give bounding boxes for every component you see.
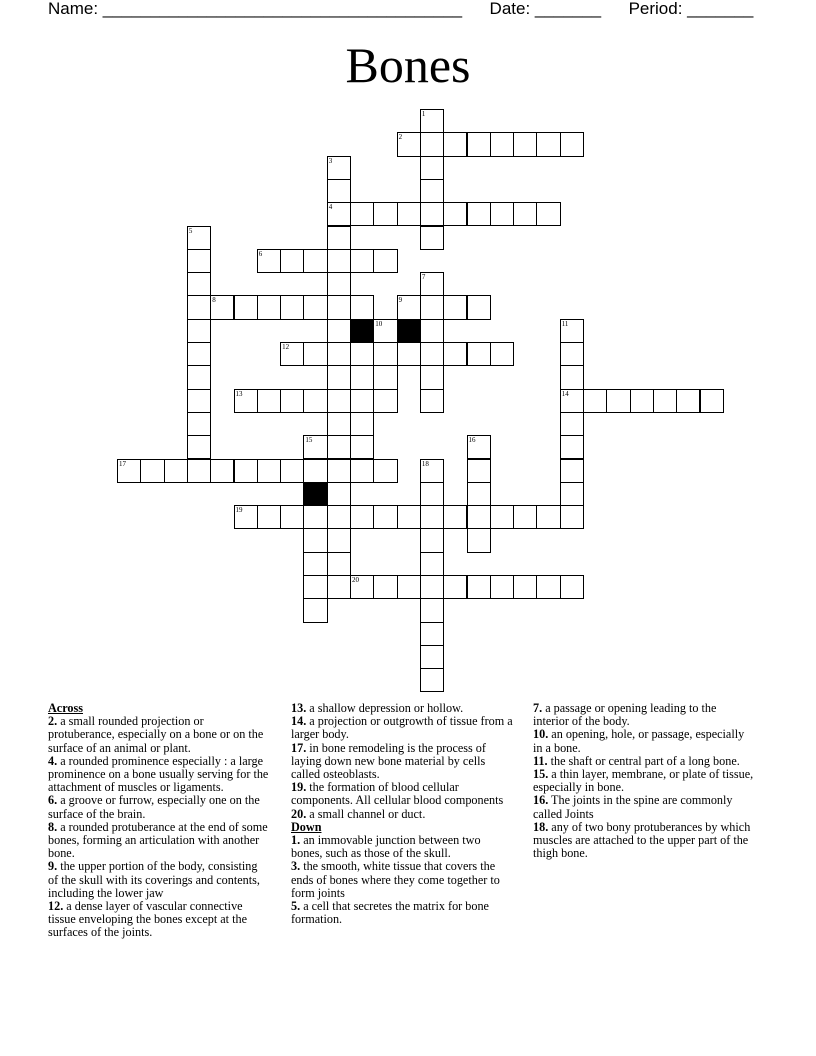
down-clue: [291, 834, 513, 860]
crossword-cell[interactable]: [420, 575, 444, 599]
crossword-cell[interactable]: [397, 342, 421, 366]
crossword-cell[interactable]: [350, 342, 374, 366]
clue-number-6: 6: [258, 249, 263, 258]
crossword-cell[interactable]: [420, 295, 444, 319]
crossword-cell[interactable]: [490, 575, 514, 599]
clue-list-col3: [533, 702, 755, 860]
crossword-cell[interactable]: [327, 295, 351, 319]
across-clue: [291, 808, 513, 821]
crossword-cell[interactable]: [513, 505, 537, 529]
crossword-cell[interactable]: [373, 389, 397, 413]
down-clue: [533, 702, 755, 728]
crossword-cell[interactable]: [676, 389, 700, 413]
crossword-cell[interactable]: [443, 202, 467, 226]
crossword-cell[interactable]: [560, 365, 584, 389]
crossword-cell[interactable]: [327, 319, 351, 343]
crossword-cell[interactable]: [350, 249, 374, 273]
crossword-cell[interactable]: [420, 202, 444, 226]
clue-text: a shallow depression or hollow.: [306, 701, 464, 715]
across-heading: Across: [48, 701, 83, 715]
crossword-cell[interactable]: [327, 249, 351, 273]
clue-text: a rounded protuberance at the end of some bones, forming an articulation with another bone.: [48, 819, 268, 861]
crossword-cell[interactable]: [327, 272, 351, 296]
clue-list-col2-down: [291, 834, 513, 926]
crossword-cell[interactable]: [653, 389, 677, 413]
crossword-cell[interactable]: [560, 435, 584, 459]
clue-text: the smooth, white tissue that covers the ends of bones where they come together to form joints: [291, 859, 500, 900]
crossword-cell[interactable]: [397, 575, 421, 599]
clue-text: The joints in the spine are commonly called Joints: [533, 793, 733, 821]
crossword-cell[interactable]: [420, 342, 444, 366]
crossword-cell[interactable]: [187, 295, 211, 319]
crossword-cell[interactable]: [350, 435, 374, 459]
crossword-cell[interactable]: [257, 389, 281, 413]
crossword-cell[interactable]: [280, 459, 304, 483]
crossword-cell[interactable]: [373, 575, 397, 599]
crossword-cell[interactable]: [373, 342, 397, 366]
crossword-cell[interactable]: [583, 389, 607, 413]
down-clue: [533, 821, 755, 861]
crossword-cell[interactable]: [373, 365, 397, 389]
crossword-cell[interactable]: [443, 132, 467, 156]
crossword-cell[interactable]: [327, 505, 351, 529]
crossword-cell[interactable]: [443, 575, 467, 599]
clue-number-5: 5: [188, 226, 193, 235]
crossword-cell[interactable]: [187, 412, 211, 436]
across-clue: [291, 781, 513, 807]
crossword-cell[interactable]: [373, 249, 397, 273]
crossword-cell[interactable]: [327, 435, 351, 459]
crossword-cell[interactable]: [303, 249, 327, 273]
crossword-cell[interactable]: [513, 132, 537, 156]
crossword-cell[interactable]: [210, 459, 234, 483]
crossword-cell[interactable]: [187, 435, 211, 459]
crossword-cell[interactable]: [467, 342, 491, 366]
crossword-cell[interactable]: [327, 389, 351, 413]
crossword-cell[interactable]: [536, 132, 560, 156]
crossword-cell[interactable]: [234, 459, 258, 483]
clue-num: 4.: [48, 753, 58, 768]
crossword-cell[interactable]: [327, 412, 351, 436]
clue-num: 6.: [48, 793, 58, 808]
crossword-cell[interactable]: [513, 202, 537, 226]
crossword-cell[interactable]: [420, 552, 444, 576]
crossword-cell[interactable]: [467, 482, 491, 506]
crossword-cell[interactable]: [327, 226, 351, 250]
across-clue: [48, 715, 270, 755]
crossword-cell[interactable]: [700, 389, 724, 413]
clue-num: 14.: [291, 714, 307, 729]
header-fields: [48, 0, 753, 18]
crossword-cell[interactable]: [420, 156, 444, 180]
clue-num: 10.: [533, 727, 549, 742]
crossword-cell[interactable]: [164, 459, 188, 483]
crossword-cell[interactable]: [350, 295, 374, 319]
clue-text: any of two bony protuberances by which muscles are attached to the upper part of the thigh bone.: [533, 819, 751, 861]
across-clue: [48, 900, 270, 940]
crossword-cell[interactable]: [187, 459, 211, 483]
date-field[interactable]: Date: _______: [489, 0, 602, 18]
crossword-cell[interactable]: [490, 342, 514, 366]
clue-text: a thin layer, membrane, or plate of tissue, especially in bone.: [533, 767, 754, 795]
clue-number-1: 1: [421, 110, 426, 118]
crossword-cell[interactable]: [327, 552, 351, 576]
clue-num: 11.: [533, 753, 548, 768]
crossword-cell[interactable]: [350, 505, 374, 529]
across-clue: [291, 742, 513, 782]
clue-number-9: 9: [398, 296, 403, 305]
clue-number-16: 16: [468, 436, 476, 445]
crossword-cell[interactable]: [397, 505, 421, 529]
clue-text: the formation of blood cellular components. All cellular blood components: [291, 780, 504, 808]
down-heading: Down: [291, 819, 322, 834]
clue-num: 8.: [48, 819, 58, 834]
crossword-cell[interactable]: [257, 505, 281, 529]
down-clue: [291, 860, 513, 900]
clue-num: 5.: [291, 899, 301, 914]
crossword-block: [350, 319, 374, 343]
crossword-cell[interactable]: [560, 342, 584, 366]
crossword-cell[interactable]: [420, 179, 444, 203]
crossword-cell[interactable]: [420, 389, 444, 413]
crossword-cell[interactable]: [303, 505, 327, 529]
clue-text: in bone remodeling is the process of laying down new bone material by cells called osteoblasts.: [291, 740, 486, 782]
clue-number-3: 3: [328, 156, 333, 165]
crossword-cell[interactable]: [420, 482, 444, 506]
clue-num: 18.: [533, 819, 549, 834]
crossword-cell[interactable]: [420, 365, 444, 389]
crossword-cell[interactable]: [420, 598, 444, 622]
clue-number-11: 11: [561, 319, 569, 328]
crossword-cell[interactable]: [490, 505, 514, 529]
crossword-cell[interactable]: [560, 459, 584, 483]
clue-text: a rounded prominence especially : a large prominence on a bone usually serving for the attachment of muscles or ligaments.: [48, 753, 269, 795]
crossword-cell[interactable]: [234, 295, 258, 319]
across-clue: [48, 794, 270, 820]
crossword-cell[interactable]: [187, 249, 211, 273]
crossword-cell[interactable]: [420, 645, 444, 669]
down-clue: [533, 768, 755, 794]
clue-number-7: 7: [421, 273, 426, 282]
clue-num: 15.: [533, 767, 549, 782]
crossword-cell[interactable]: [257, 295, 281, 319]
clue-num: 16.: [533, 793, 549, 808]
crossword-cell[interactable]: [467, 459, 491, 483]
crossword-cell[interactable]: [350, 459, 374, 483]
clue-num: 20.: [291, 806, 307, 821]
crossword-cell[interactable]: [373, 202, 397, 226]
crossword-cell[interactable]: [443, 295, 467, 319]
crossword-cell[interactable]: [420, 622, 444, 646]
crossword-cell[interactable]: [467, 505, 491, 529]
crossword-cell[interactable]: [420, 505, 444, 529]
across-clue: [48, 755, 270, 795]
crossword-cell[interactable]: [327, 342, 351, 366]
down-clue: [533, 728, 755, 754]
crossword-cell[interactable]: [467, 575, 491, 599]
crossword-cell[interactable]: [327, 482, 351, 506]
clue-number-4: 4: [328, 203, 333, 212]
crossword-cell[interactable]: [257, 459, 281, 483]
clue-num: 1.: [291, 833, 301, 848]
crossword-cell[interactable]: [303, 295, 327, 319]
crossword-cell[interactable]: [187, 365, 211, 389]
crossword-cell[interactable]: [187, 272, 211, 296]
clue-number-17: 17: [119, 459, 126, 468]
crossword-cell[interactable]: [280, 249, 304, 273]
crossword-cell[interactable]: [140, 459, 164, 483]
crossword-cell[interactable]: [303, 598, 327, 622]
crossword-cell[interactable]: [303, 552, 327, 576]
crossword-cell[interactable]: [350, 202, 374, 226]
crossword-cell[interactable]: [536, 202, 560, 226]
clue-number-10: 10: [375, 319, 383, 328]
clue-number-2: 2: [398, 133, 403, 142]
clue-text: an immovable junction between two bones, such as those of the skull.: [291, 833, 481, 861]
crossword-cell[interactable]: [560, 412, 584, 436]
crossword-cell[interactable]: [606, 389, 630, 413]
crossword-cell[interactable]: [327, 528, 351, 552]
crossword-cell[interactable]: [373, 505, 397, 529]
crossword-cell[interactable]: [560, 132, 584, 156]
crossword-cell[interactable]: [420, 319, 444, 343]
clue-num: 7.: [533, 701, 543, 715]
clue-num: 2.: [48, 714, 58, 729]
crossword-block: [303, 482, 327, 506]
crossword-cell[interactable]: [303, 575, 327, 599]
clue-text: an opening, hole, or passage, especially in a bone.: [533, 727, 745, 755]
across-clue: [48, 821, 270, 861]
clue-num: 9.: [48, 859, 58, 874]
crossword-cell[interactable]: [467, 295, 491, 319]
page-title: Bones: [345, 37, 471, 93]
down-clue: [533, 794, 755, 820]
crossword-cell[interactable]: [303, 389, 327, 413]
clue-number-12: 12: [282, 343, 290, 351]
crossword-cell[interactable]: [350, 412, 374, 436]
crossword-cell[interactable]: [420, 668, 444, 692]
crossword-cell[interactable]: [560, 575, 584, 599]
clue-text: a projection or outgrowth of tissue from a larger body.: [291, 714, 513, 742]
clue-num: 12.: [48, 899, 64, 914]
clue-num: 3.: [291, 859, 301, 874]
crossword-cell[interactable]: [467, 202, 491, 226]
crossword-cell[interactable]: [327, 365, 351, 389]
crossword-cell[interactable]: [280, 389, 304, 413]
clue-num: 13.: [291, 701, 307, 715]
clue-number-15: 15: [305, 436, 313, 445]
crossword-cell[interactable]: [187, 389, 211, 413]
clue-number-19: 19: [235, 506, 243, 515]
clue-number-8: 8: [212, 296, 216, 305]
crossword-cell[interactable]: [303, 459, 327, 483]
clue-text: a passage or opening leading to the interior of the body.: [533, 701, 717, 729]
crossword-cell[interactable]: [443, 342, 467, 366]
crossword-cell[interactable]: [373, 459, 397, 483]
crossword-cell[interactable]: [560, 505, 584, 529]
crossword-cell[interactable]: [536, 575, 560, 599]
clue-text: a small channel or duct.: [306, 806, 426, 821]
crossword-cell[interactable]: [280, 295, 304, 319]
crossword-cell[interactable]: [513, 575, 537, 599]
crossword-cell[interactable]: [187, 319, 211, 343]
crossword-cell[interactable]: [467, 132, 491, 156]
clue-number-20: 20: [352, 576, 359, 584]
crossword-cell[interactable]: [350, 365, 374, 389]
clue-text: a dense layer of vascular connective tissue enveloping the bones except at the surfaces of the joints.: [48, 899, 248, 940]
name-field[interactable]: Name: ______________________________________: [48, 0, 463, 18]
down-clue: [291, 900, 513, 926]
crossword-cell[interactable]: [420, 528, 444, 552]
clue-text: a groove or furrow, especially one on the surface of the brain.: [48, 793, 260, 821]
crossword-cell[interactable]: [280, 505, 304, 529]
crossword-cell[interactable]: [303, 528, 327, 552]
crossword-cell[interactable]: [327, 179, 351, 203]
clue-list-col2-across: [291, 702, 513, 821]
clue-text: a small rounded projection or protuberance, especially on a bone or on the surface of an animal or plant.: [48, 714, 264, 755]
crossword-cell[interactable]: [467, 528, 491, 552]
crossword-cell[interactable]: [350, 389, 374, 413]
crossword-cell[interactable]: [420, 132, 444, 156]
crossword-cell[interactable]: [397, 202, 421, 226]
crossword-cell[interactable]: [490, 202, 514, 226]
clues-column-3: [533, 702, 755, 860]
clue-text: the upper portion of the body, consisting of the skull with its coverings and contents, including the lower jaw: [48, 859, 260, 900]
clues-column-2: [291, 702, 513, 926]
clue-num: 17.: [291, 740, 307, 755]
crossword-cell[interactable]: [327, 459, 351, 483]
clue-text: a cell that secretes the matrix for bone formation.: [291, 899, 489, 927]
crossword-cell[interactable]: [536, 505, 560, 529]
crossword-cell[interactable]: [303, 342, 327, 366]
crossword-cell[interactable]: [420, 226, 444, 250]
crossword-cell[interactable]: [327, 575, 351, 599]
crossword-cell[interactable]: [630, 389, 654, 413]
crossword-cell[interactable]: [443, 505, 467, 529]
clue-number-18: 18: [421, 459, 429, 468]
across-clue: [291, 715, 513, 741]
clue-list-col1: [48, 715, 270, 939]
period-field[interactable]: Period: _______: [628, 0, 754, 18]
clues-column-1: [48, 702, 270, 940]
crossword-cell[interactable]: [560, 482, 584, 506]
crossword-block: [397, 319, 421, 343]
crossword-cell[interactable]: [187, 342, 211, 366]
clue-text: the shaft or central part of a long bone.: [547, 753, 740, 768]
across-clue: [48, 860, 270, 900]
clue-number-14: 14: [561, 389, 569, 398]
clue-num: 19.: [291, 780, 307, 795]
crossword-cell[interactable]: [490, 132, 514, 156]
clue-number-13: 13: [235, 389, 243, 398]
